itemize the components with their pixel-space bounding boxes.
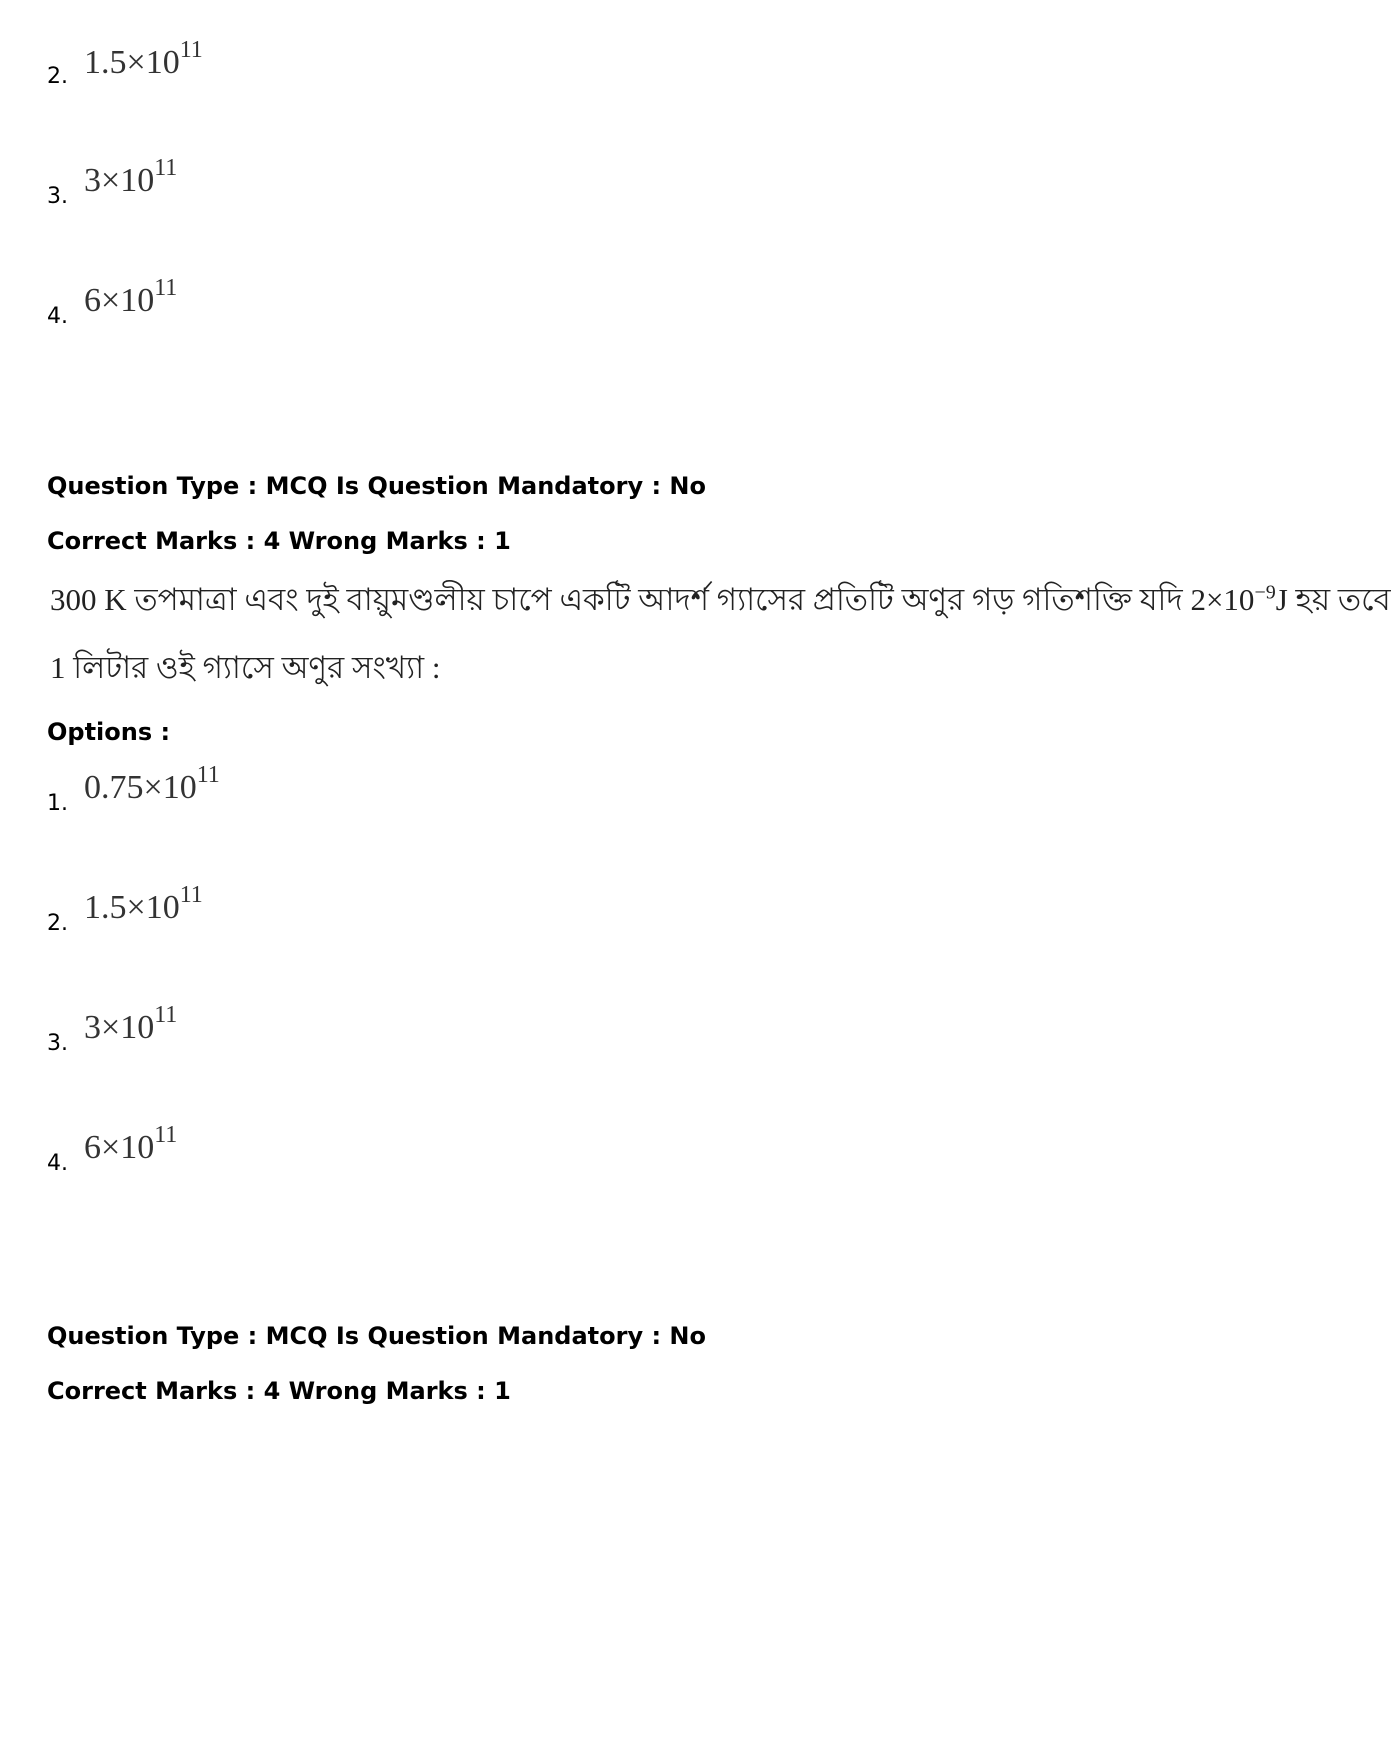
option-value: $6\times 10^{11}$ <box>84 1121 178 1166</box>
option-number: 1. <box>47 791 68 816</box>
option-value: $6\times 10^{11}$ <box>84 274 178 319</box>
question-text-line-2: 1 লিটার ওই গ্যাসে অণুর সংখ্যা : <box>50 650 441 685</box>
option-value: $1.5\times 10^{11}$ <box>84 36 203 81</box>
question-type-line: Question Type : MCQ Is Question Mandatory : No <box>47 472 706 500</box>
option-number: 4. <box>47 1151 68 1176</box>
question-marks-line: Correct Marks : 4 Wrong Marks : 1 <box>47 527 511 555</box>
option-number: 2. <box>47 911 68 936</box>
option-value: $0.75\times 10^{11}$ <box>84 761 220 806</box>
question-marks-line: Correct Marks : 4 Wrong Marks : 1 <box>47 1377 511 1405</box>
option-number: 4. <box>47 304 68 329</box>
option-number: 3. <box>47 184 68 209</box>
option-value: $3\times 10^{11}$ <box>84 154 178 199</box>
option-number: 2. <box>47 64 68 89</box>
question-type-line: Question Type : MCQ Is Question Mandatory : No <box>47 1322 706 1350</box>
option-value: $1.5\times 10^{11}$ <box>84 881 203 926</box>
question-text-line-1: 300 K তপমাত্রা এবং দুই বায়ুমণ্ডলীয় চাপে একটি আদর্শ গ্যাসের প্রতিটি অণুর গড় গতিশক্তি যদি $2\times 10^{-9}J$ হয় তবে <box>50 581 1391 617</box>
options-label: Options : <box>47 718 171 746</box>
option-number: 3. <box>47 1031 68 1056</box>
option-value: $3\times 10^{11}$ <box>84 1001 178 1046</box>
